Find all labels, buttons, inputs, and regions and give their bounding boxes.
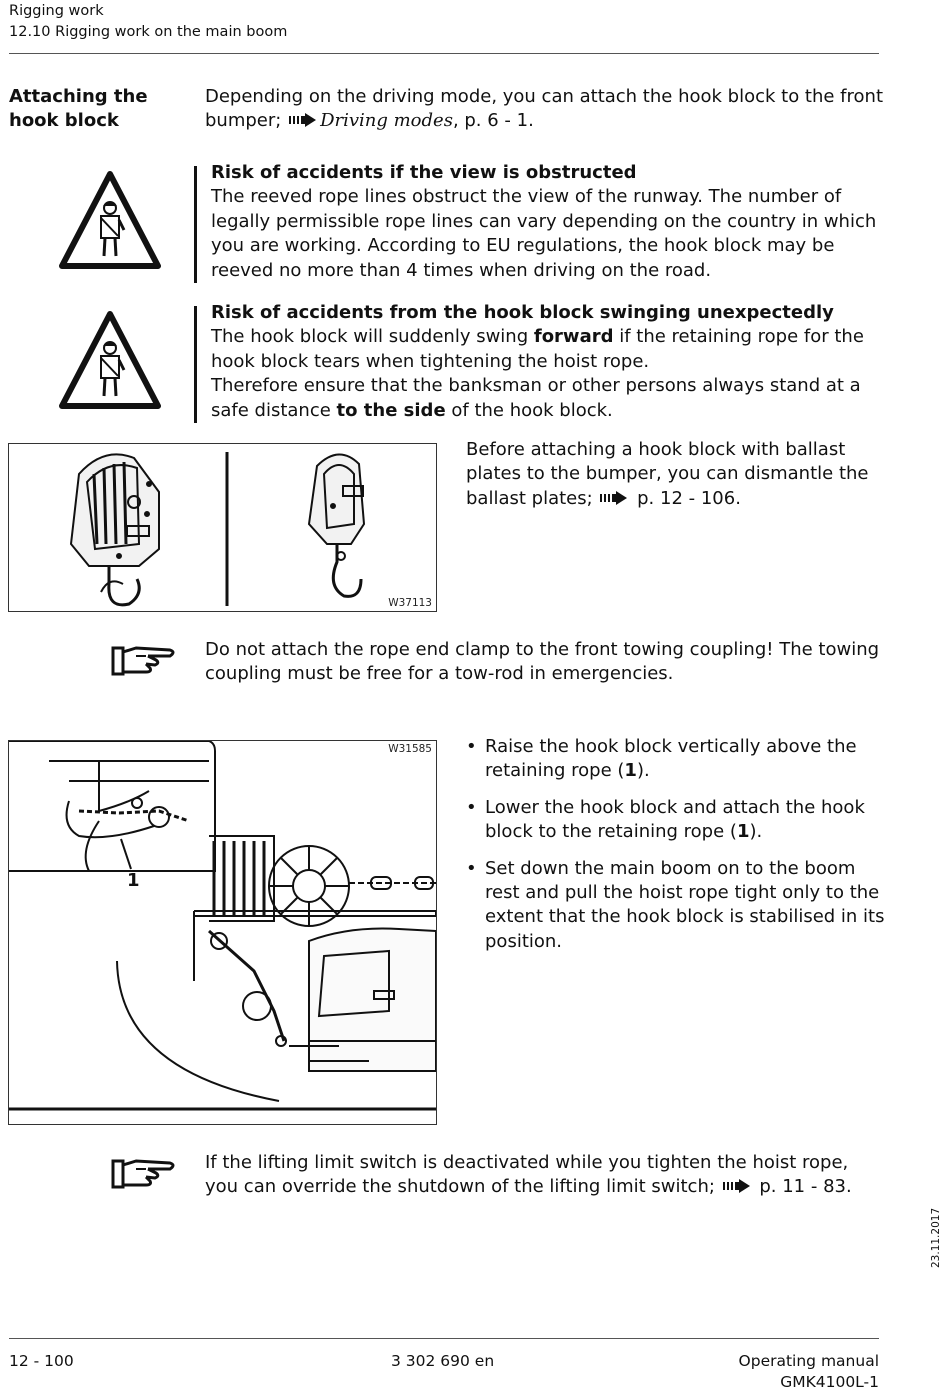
list-item	[466, 735, 886, 784]
header-rule	[9, 53, 879, 54]
cross-reference-arrow-icon	[723, 1179, 751, 1193]
callout-number: 1	[127, 870, 140, 891]
note-towing-coupling	[205, 638, 885, 687]
step-text: retaining rope (	[485, 760, 625, 782]
warning-line	[211, 399, 891, 423]
pointing-hand-icon	[110, 1155, 178, 1193]
note-line: coupling must be free for a tow-rod in emergencies.	[205, 663, 674, 685]
footer-manual-title: Operating manual	[738, 1352, 879, 1370]
side-heading-line1: Attaching the	[9, 86, 148, 107]
step-text: block to the retaining rope (	[485, 821, 737, 843]
warning-bar	[194, 166, 197, 283]
side-heading-line2: hook block	[9, 110, 119, 131]
step-callout: 1	[624, 760, 637, 782]
caption-text: ballast plates;	[466, 487, 599, 509]
cross-reference-arrow-icon	[289, 113, 317, 127]
step-line: • Lower the hook block and attach the hook	[485, 796, 865, 818]
intro-text-prefix: bumper;	[205, 110, 288, 132]
warning-triangle-person-icon	[58, 310, 162, 410]
warning-line: The reeved rope lines obstruct the view of the runway. The number of	[211, 186, 842, 208]
pointing-hand-icon	[110, 642, 178, 680]
header-chapter: Rigging work	[9, 3, 104, 19]
footer-rule	[9, 1338, 879, 1339]
warning-line: reeved no more than 4 times when driving on the road.	[211, 259, 712, 281]
note-line	[205, 1175, 895, 1199]
warning-obstructed-view	[211, 161, 891, 283]
step-line: position.	[485, 930, 563, 952]
warning-triangle-person-icon	[58, 170, 162, 270]
driving-modes-link[interactable]: Driving modes	[320, 110, 453, 132]
warning-text: safe distance	[211, 399, 337, 421]
warning-line: you are working. According to EU regulations, the hook block may be	[211, 235, 835, 257]
header-section: 12.10 Rigging work on the main boom	[9, 24, 288, 40]
footer-manual	[739, 1351, 879, 1393]
step-line: • Raise the hook block vertically above the	[485, 736, 857, 757]
caption-line: plates to the bumper, you can dismantle the	[466, 463, 869, 485]
figure-label: W37113	[388, 597, 432, 609]
caption-line	[466, 487, 886, 511]
figure1-caption	[466, 438, 886, 511]
figure-hook-blocks	[8, 443, 437, 612]
list-item	[466, 796, 886, 845]
warning-text: of the hook block.	[445, 399, 613, 421]
cross-reference-arrow-icon	[600, 491, 628, 505]
step-text: ).	[636, 760, 650, 782]
intro-line1: Depending on the driving mode, you can attach the hook block to the front	[205, 86, 884, 107]
footer-manual-model: GMK4100L-1	[780, 1373, 879, 1391]
warning-line: legally permissible rope lines can vary depending on the country in which	[211, 210, 877, 232]
warning-title: Risk of accidents if the view is obstructed	[211, 162, 637, 183]
warning-emphasis: forward	[533, 326, 614, 348]
warning-emphasis: to the side	[336, 399, 446, 421]
figure-crane-front	[8, 740, 437, 1125]
footer-doc-number: 3 302 690 en	[391, 1352, 495, 1370]
intro-line2	[205, 109, 885, 133]
warning-line	[211, 325, 891, 349]
note-text: you can override the shutdown of the lifting limit switch;	[205, 1176, 721, 1198]
warning-title: Risk of accidents from the hook block swinging unexpectedly	[211, 302, 834, 323]
figure-label: W31585	[388, 743, 432, 755]
list-item	[466, 857, 886, 955]
note-line: If the lifting limit switch is deactivated while you tighten the hoist rope,	[205, 1152, 849, 1173]
hook-block-illustration	[9, 444, 436, 611]
step-line: • Set down the main boom on to the boom	[485, 857, 856, 879]
side-heading	[9, 85, 148, 133]
step-line	[485, 759, 886, 783]
step-line	[485, 820, 886, 844]
intro-paragraph	[205, 85, 885, 134]
warning-bar	[194, 306, 197, 423]
warning-line: Therefore ensure that the banksman or other persons always stand at a	[211, 375, 861, 397]
steps-list	[466, 735, 886, 966]
step-line: extent that the hook block is stabilised in its	[485, 906, 885, 928]
lifting-limit-page-link[interactable]: p. 11 - 83.	[753, 1176, 852, 1198]
footer-page-number: 12 - 100	[9, 1352, 74, 1370]
intro-text-suffix: , p. 6 - 1.	[452, 110, 534, 132]
step-callout: 1	[736, 821, 750, 843]
caption-line: Before attaching a hook block with ballast	[466, 439, 846, 460]
warning-text: The hook block will suddenly swing	[211, 326, 534, 348]
warning-line: hook block tears when tightening the hoist rope.	[211, 350, 650, 372]
ballast-plates-page-link[interactable]: p. 12 - 106.	[631, 487, 741, 509]
crane-front-illustration	[9, 741, 436, 1124]
warning-text: if the retaining rope for the	[613, 326, 864, 348]
step-text: ).	[749, 821, 763, 843]
note-line: Do not attach the rope end clamp to the front towing coupling! The towing	[205, 639, 880, 660]
note-lifting-limit	[205, 1151, 895, 1200]
step-line: rest and pull the hoist rope tight only to the	[485, 882, 880, 904]
side-date: 23.11.2017	[930, 1207, 942, 1268]
warning-hook-swing	[211, 301, 891, 423]
